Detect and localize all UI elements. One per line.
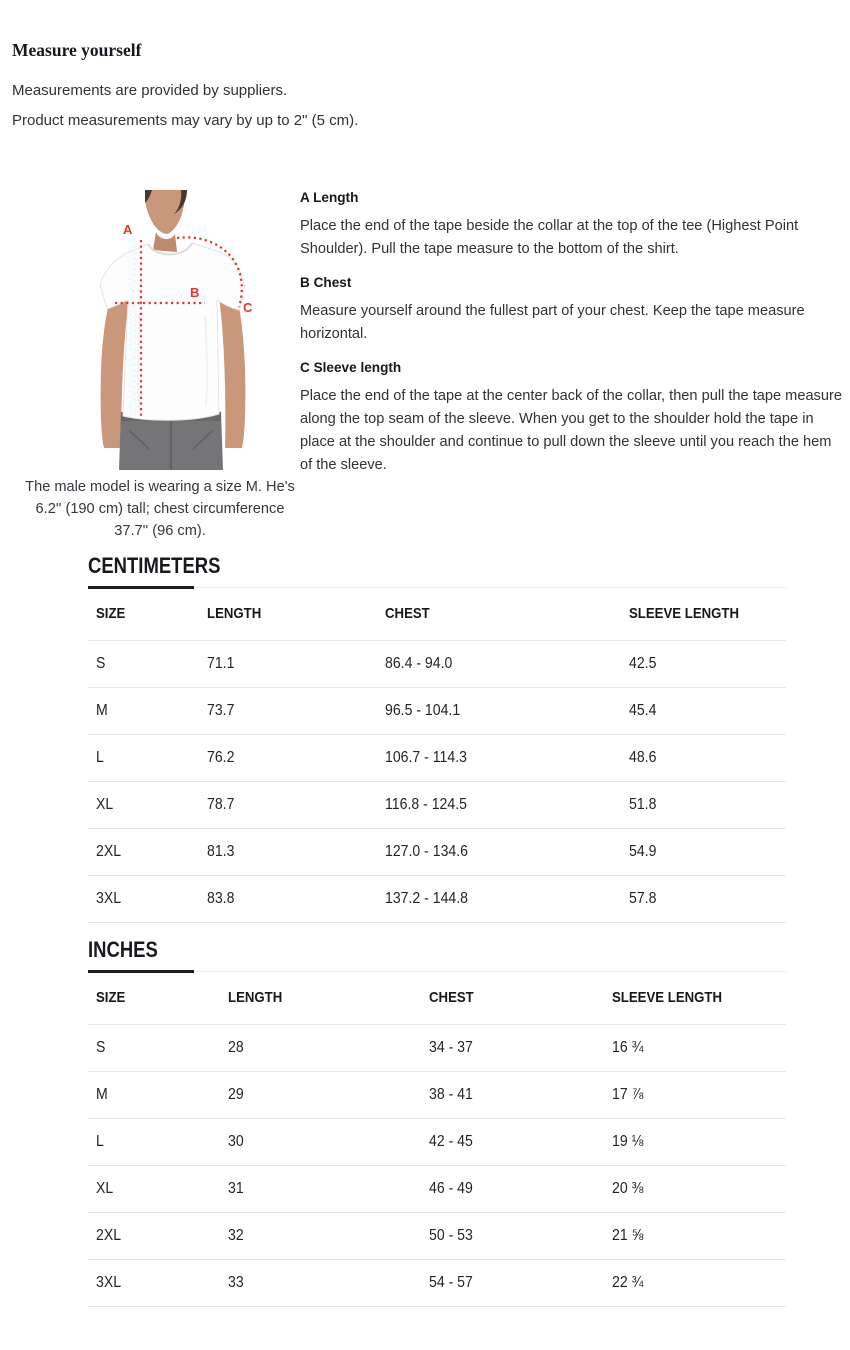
instruction-body-sleeve: Place the end of the tape at the center back of the collar, then pull the tape measure along the top seam of the sleeve. When you get to the shoulder hold the tape in place at the shoulder and continue to pull down the sleeve until you reach the hem of the sleeve. bbox=[300, 388, 842, 473]
measure-label-a: A bbox=[123, 222, 133, 237]
table-row bbox=[88, 781, 786, 828]
cell-chest: 106.7 - 114.3 bbox=[385, 734, 629, 781]
table-row bbox=[88, 1212, 786, 1259]
centimeters-heading-underline bbox=[88, 586, 194, 590]
inches-heading-wrap bbox=[88, 938, 786, 972]
cell-chest: 96.5 - 104.1 bbox=[385, 687, 629, 734]
cell-length: 31 bbox=[228, 1165, 430, 1212]
cell-sleeve: 45.4 bbox=[629, 687, 786, 734]
cell-length: 73.7 bbox=[207, 687, 386, 734]
cell-sleeve: 42.5 bbox=[629, 640, 786, 687]
cell-size: 2XL bbox=[88, 828, 207, 875]
centimeters-heading bbox=[88, 554, 786, 578]
col-header-chest: CHEST bbox=[429, 972, 612, 1024]
centimeters-heading-wrap bbox=[88, 554, 786, 588]
instruction-heading-sleeve: C Sleeve length bbox=[300, 360, 402, 375]
model-measurement-figure bbox=[85, 190, 265, 470]
model-neck bbox=[153, 232, 177, 252]
cell-size: 3XL bbox=[88, 875, 207, 922]
table-header-row bbox=[88, 972, 786, 1024]
instruction-heading-length: A Length bbox=[300, 190, 359, 205]
cell-length: 30 bbox=[228, 1118, 430, 1165]
page-title: Measure yourself bbox=[12, 40, 142, 60]
inches-section bbox=[88, 938, 786, 1307]
cell-length: 33 bbox=[228, 1259, 430, 1306]
cell-sleeve: 16 ¾ bbox=[612, 1024, 786, 1071]
caption-line: 6.2'' (190 cm) tall; chest circumference bbox=[35, 501, 285, 517]
cell-size: XL bbox=[88, 1165, 228, 1212]
cell-size: XL bbox=[88, 781, 207, 828]
cell-length: 78.7 bbox=[207, 781, 386, 828]
col-header-length: LENGTH bbox=[228, 972, 430, 1024]
cell-chest: 38 - 41 bbox=[429, 1071, 612, 1118]
inches-heading-underline bbox=[88, 970, 194, 974]
cell-size: 3XL bbox=[88, 1259, 228, 1306]
measure-label-b: B bbox=[190, 285, 200, 300]
inches-heading bbox=[88, 938, 786, 962]
model-caption bbox=[15, 476, 305, 542]
col-header-size: SIZE bbox=[88, 588, 207, 640]
intro-variance-note: Product measurements may vary by up to 2" (5 cm). bbox=[12, 112, 359, 129]
table-row bbox=[88, 1024, 786, 1071]
cell-length: 29 bbox=[228, 1071, 430, 1118]
cell-chest: 127.0 - 134.6 bbox=[385, 828, 629, 875]
table-row bbox=[88, 875, 786, 922]
cell-sleeve: 20 ⅜ bbox=[612, 1165, 786, 1212]
col-header-chest: CHEST bbox=[385, 588, 629, 640]
col-header-sleeve-length: SLEEVE LENGTH bbox=[612, 972, 786, 1024]
col-header-sleeve-length: SLEEVE LENGTH bbox=[629, 588, 786, 640]
cell-size: L bbox=[88, 734, 207, 781]
table-row bbox=[88, 734, 786, 781]
cell-size: 2XL bbox=[88, 1212, 228, 1259]
intro-supplier-note: Measurements are provided by suppliers. bbox=[12, 82, 288, 99]
cell-length: 83.8 bbox=[207, 875, 386, 922]
caption-line: The male model is wearing a size M. He's bbox=[25, 479, 295, 495]
inches-heading-text: INCHES bbox=[88, 937, 158, 962]
model-face bbox=[145, 190, 185, 234]
centimeters-table bbox=[88, 588, 786, 923]
cell-sleeve: 57.8 bbox=[629, 875, 786, 922]
table-row bbox=[88, 1071, 786, 1118]
centimeters-heading-text: CENTIMETERS bbox=[88, 553, 221, 578]
measurement-instructions bbox=[300, 190, 845, 491]
cell-chest: 137.2 - 144.8 bbox=[385, 875, 629, 922]
cell-chest: 86.4 - 94.0 bbox=[385, 640, 629, 687]
cell-chest: 42 - 45 bbox=[429, 1118, 612, 1165]
table-header-row bbox=[88, 588, 786, 640]
cell-sleeve: 19 ⅛ bbox=[612, 1118, 786, 1165]
inches-table bbox=[88, 972, 786, 1307]
cell-length: 28 bbox=[228, 1024, 430, 1071]
cell-chest: 34 - 37 bbox=[429, 1024, 612, 1071]
table-row bbox=[88, 687, 786, 734]
table-row bbox=[88, 1118, 786, 1165]
caption-line: 37.7'' (96 cm). bbox=[114, 523, 206, 539]
instruction-body-length: Place the end of the tape beside the collar at the top of the tee (Highest Point Shoulder). Pull the tape measure to the bottom of the shirt. bbox=[300, 218, 799, 257]
cell-sleeve: 48.6 bbox=[629, 734, 786, 781]
cell-size: L bbox=[88, 1118, 228, 1165]
table-row bbox=[88, 1259, 786, 1306]
table-row bbox=[88, 1165, 786, 1212]
cell-chest: 54 - 57 bbox=[429, 1259, 612, 1306]
cell-length: 32 bbox=[228, 1212, 430, 1259]
cell-sleeve: 51.8 bbox=[629, 781, 786, 828]
cell-chest: 50 - 53 bbox=[429, 1212, 612, 1259]
table-row bbox=[88, 640, 786, 687]
cell-size: S bbox=[88, 1024, 228, 1071]
cell-chest: 116.8 - 124.5 bbox=[385, 781, 629, 828]
cell-sleeve: 54.9 bbox=[629, 828, 786, 875]
cell-length: 81.3 bbox=[207, 828, 386, 875]
model-figure-illustration bbox=[85, 190, 265, 470]
cell-chest: 46 - 49 bbox=[429, 1165, 612, 1212]
cell-length: 71.1 bbox=[207, 640, 386, 687]
cell-size: S bbox=[88, 640, 207, 687]
col-header-size: SIZE bbox=[88, 972, 228, 1024]
measure-label-c: C bbox=[243, 300, 253, 315]
centimeters-section bbox=[88, 554, 786, 923]
instruction-body-chest: Measure yourself around the fullest part of your chest. Keep the tape measure horizontal. bbox=[300, 303, 805, 342]
cell-length: 76.2 bbox=[207, 734, 386, 781]
cell-sleeve: 21 ⅝ bbox=[612, 1212, 786, 1259]
cell-size: M bbox=[88, 1071, 228, 1118]
table-row bbox=[88, 828, 786, 875]
cell-sleeve: 22 ¾ bbox=[612, 1259, 786, 1306]
col-header-length: LENGTH bbox=[207, 588, 386, 640]
cell-size: M bbox=[88, 687, 207, 734]
cell-sleeve: 17 ⅞ bbox=[612, 1071, 786, 1118]
instruction-heading-chest: B Chest bbox=[300, 275, 352, 290]
